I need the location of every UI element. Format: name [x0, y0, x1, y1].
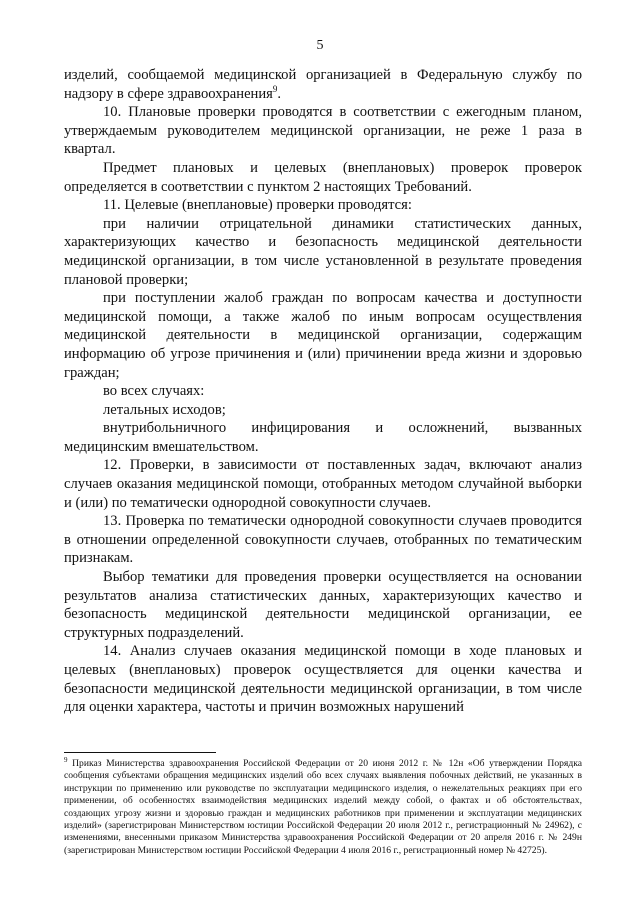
- footnote-text: Приказ Министерства здравоохранения Российской Федерации от 20 июня 2012 г. № 12н «Об утверждении Порядка сообщения субъектами обращения медицинских изделий обо всех случаях выявления побочных действий, не указанных в инструкции по применению или руководстве по эксплуатации медицинского изделия, о нежелательных реакциях при его применении, об особенностях взаимодействия медицинских изделий между собой, о фактах и об обстоятельствах, создающих угрозу жизни и здоровью граждан и медицинских работников при применении и эксплуатации медицинских изделий» (зарегистрирован Министерством юстиции Российской Федерации 20 июля 2012 г., регистрационный № 24962), с изменениями, внесенными приказом Министерства здравоохранения Российской Федерации от 20 апреля 2016 г. № 249н (зарегистрирован Министерством юстиции Российской Федерации 4 июля 2016 г., регистрационный номер № 42725).: [64, 758, 582, 856]
- paragraph-infection: внутрибольничного инфицирования и осложнений, вызванных медицинским вмешательством.: [64, 420, 582, 455]
- body-text: [64, 66, 582, 717]
- paragraph-topic-choice: Выбор тематики для проведения проверки осуществляется на основании результатов анализа статистических данных, характеризующих качество и безопасность медицинской деятельности медицинской организации, ее структурных подразделений.: [64, 569, 582, 641]
- paragraph-10: 10. Плановые проверки проводятся в соответствии с ежегодным планом, утверждаемым руководителем медицинской организации, не реже 1 раза в квартал.: [64, 104, 582, 158]
- paragraph-11: 11. Целевые (внеплановые) проверки проводятся:: [103, 197, 412, 214]
- paragraph-tail: .: [277, 85, 282, 102]
- paragraph-12: 12. Проверки, в зависимости от поставленных задач, включают анализ случаев оказания медицинской помощи, отобранных методом случайной выборки и (или) по тематически однородной совокупности случаев.: [64, 457, 582, 511]
- paragraph-continuation: [64, 66, 582, 103]
- paragraph-complaints: при поступлении жалоб граждан по вопросам качества и доступности медицинской помощи, а также жалоб по иным вопросам осуществления медицинской деятельности в медицинской организации, содержащим информацию об угрозе причинения и (или) причинении вреда жизни и здоровью граждан;: [64, 290, 582, 381]
- footnote-reference: 9: [272, 83, 278, 94]
- footnote: [64, 755, 582, 857]
- paragraph-all-cases: во всех случаях:: [103, 383, 205, 400]
- footnote-marker: 9: [64, 755, 68, 764]
- paragraph-lethal: летальных исходов;: [103, 401, 226, 418]
- page-number: 5: [316, 38, 324, 53]
- paragraph-13: 13. Проверка по тематически однородной совокупности случаев проводится в отношении определенной совокупности случаев, отобранных по тематическим признакам.: [64, 513, 582, 567]
- paragraph-subject: Предмет плановых и целевых (внеплановых) проверок проверок определяется в соответствии с пунктом 2 настоящих Требований.: [64, 159, 582, 195]
- paragraph-14: 14. Анализ случаев оказания медицинской помощи в ходе плановых и целевых (внеплановых) проверок осуществляется для оценки качества и безопасности медицинской деятельности медицинской организации, в том числе для оценки характера, частоты и причин возможных нарушений: [64, 643, 582, 716]
- paragraph-text: изделий, сообщаемой медицинской организацией в Федеральную службу по надзору в сфере здравоохранения: [64, 67, 582, 102]
- footnote-separator: [64, 752, 216, 753]
- paragraph-negative-dynamics: при наличии отрицательной динамики статистических данных, характеризующих качество и безопасность медицинской деятельности медицинской организации, в том числе установленной в результате проведения плановой проверки;: [64, 215, 582, 288]
